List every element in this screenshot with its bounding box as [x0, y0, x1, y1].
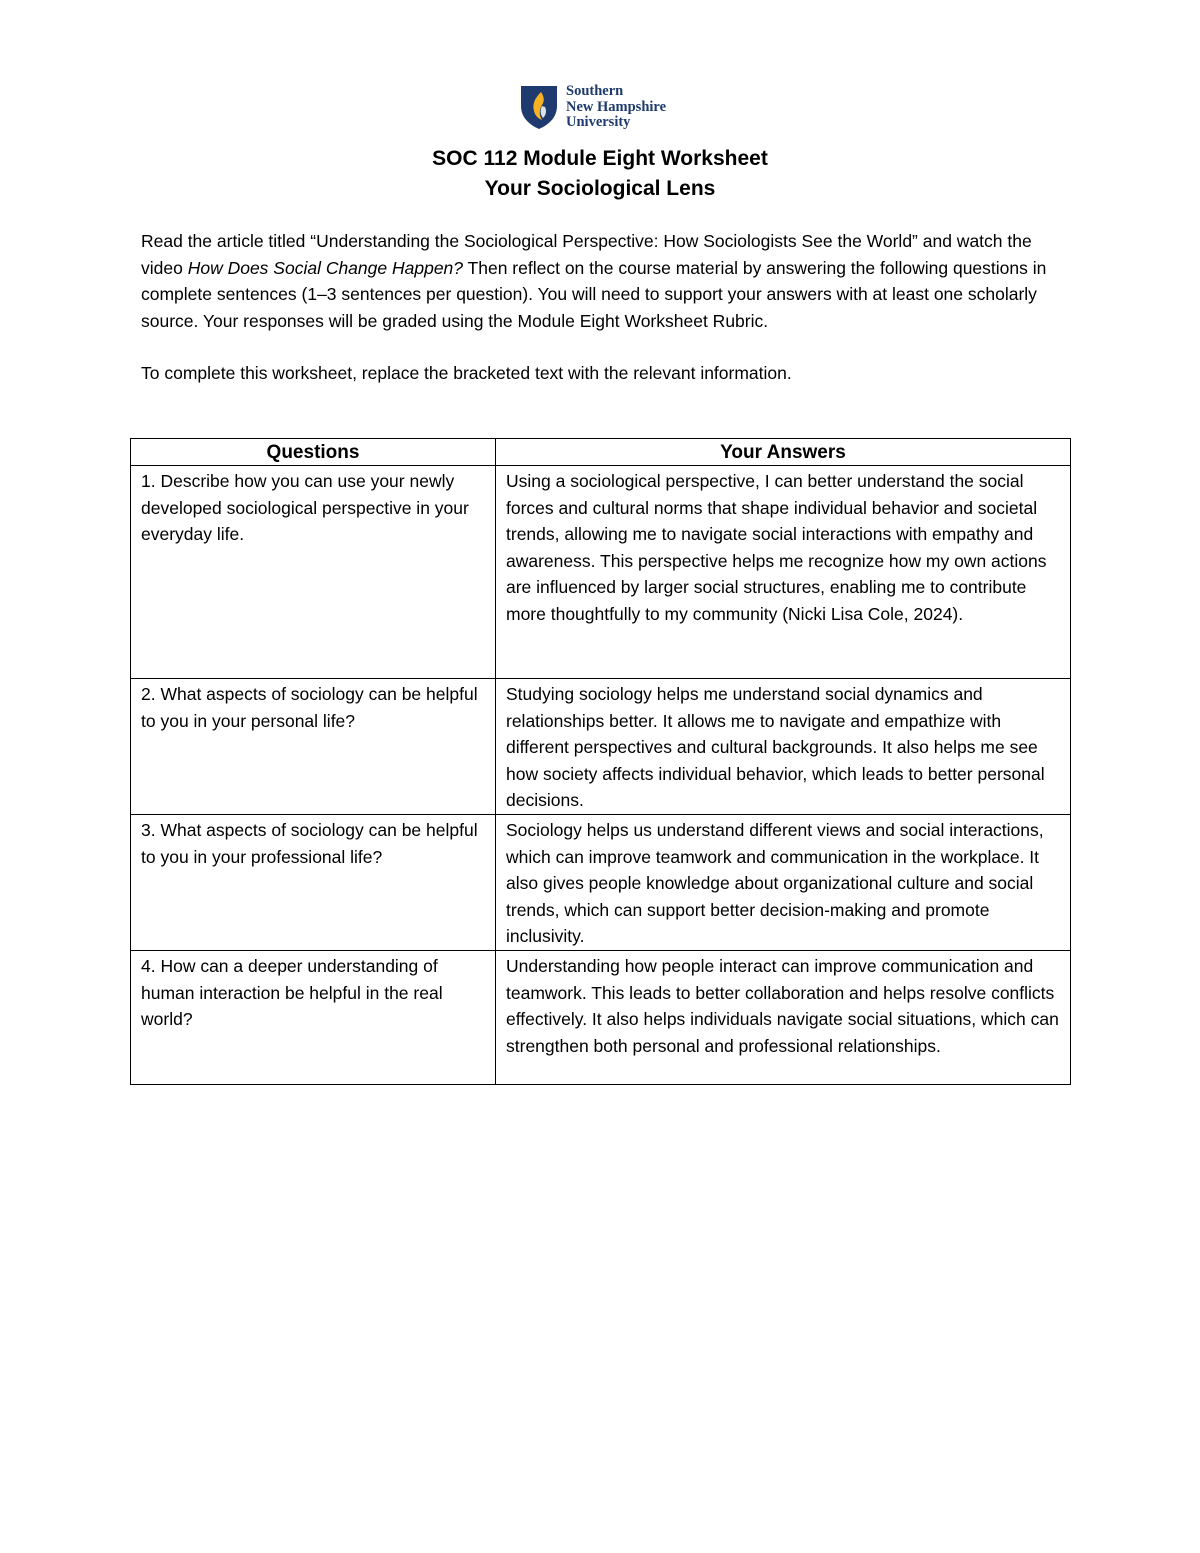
answer-cell[interactable]: Understanding how people interact can improve communication and teamwork. This leads to better collaboration and helps resolve conflicts effectively. It also helps individuals navigate social situations, which can strengthen both personal and professional relationships. — [496, 950, 1071, 1084]
table-row — [131, 814, 1071, 950]
question-cell: 2. What aspects of sociology can be helpful to you in your personal life? — [131, 679, 496, 815]
intro-text-part1: Read the article titled “Understanding the Sociological Perspective: How Sociologists See the World” and watch the video — [141, 231, 1032, 278]
logo-line-3: University — [566, 114, 631, 130]
table-row — [131, 679, 1071, 815]
intro-paragraph — [141, 228, 1066, 334]
header-questions: Questions — [131, 439, 496, 466]
answer-cell[interactable]: Sociology helps us understand different views and social interactions, which can improve teamwork and communication in the workplace. It also gives people knowledge about organizational culture and social trends, which can support better decision-making and promote inclusivity. — [496, 814, 1071, 950]
page-subtitle: Your Sociological Lens — [484, 177, 716, 200]
page-title: SOC 112 Module Eight Worksheet — [432, 147, 768, 170]
question-cell: 1. Describe how you can use your newly developed sociological perspective in your everyday life. — [131, 466, 496, 679]
title-block — [0, 144, 1200, 204]
intro-text-part2: Then reflect on the course material by answering the following questions in complete sentences (1–3 sentences per question). You will need to support your answers with at least one scholarly source. Your responses will be graded using the Module Eight Worksheet Rubric. — [141, 257, 1047, 331]
shield-flame-icon — [520, 84, 558, 130]
answer-cell[interactable]: Studying sociology helps me understand social dynamics and relationships better. It allows me to navigate and empathize with different perspectives and cultural backgrounds. It also helps me see how society affects individual behavior, which leads to better personal decisions. — [496, 679, 1071, 815]
question-cell: 3. What aspects of sociology can be helpful to you in your professional life? — [131, 814, 496, 950]
video-title: How Does Social Change Happen? — [187, 257, 464, 278]
table-row — [131, 950, 1071, 1084]
table-row — [131, 466, 1071, 679]
intro-section — [141, 228, 1066, 387]
table-header-row — [131, 439, 1071, 466]
university-name — [566, 84, 666, 131]
university-logo — [520, 84, 666, 132]
instruction-paragraph: To complete this worksheet, replace the bracketed text with the relevant information. — [141, 363, 792, 384]
header-answers: Your Answers — [496, 439, 1071, 466]
answer-cell[interactable]: Using a sociological perspective, I can better understand the social forces and cultural norms that shape individual behavior and societal trends, allowing me to navigate social interactions with empathy and awareness. This perspective helps me recognize how my own actions are influenced by larger social structures, enabling me to contribute more thoughtfully to my community (Nicki Lisa Cole, 2024). — [496, 466, 1071, 679]
question-cell: 4. How can a deeper understanding of human interaction be helpful in the real world? — [131, 950, 496, 1084]
logo-line-1: Southern — [566, 83, 624, 99]
logo-line-2: New Hampshire — [566, 98, 667, 115]
qa-table — [130, 438, 1071, 1085]
